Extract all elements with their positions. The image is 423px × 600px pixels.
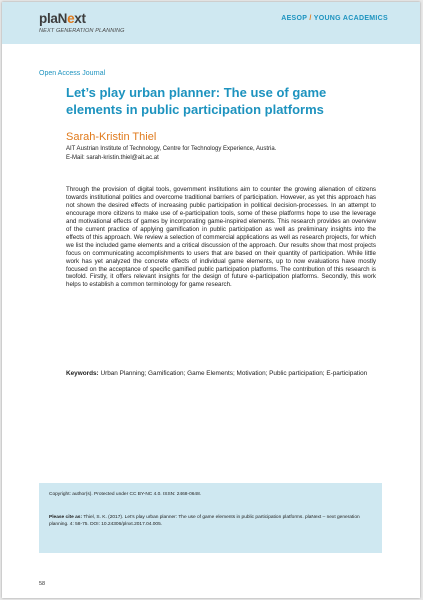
citation-box (39, 483, 382, 553)
citation-label: Please cite as: (49, 515, 83, 520)
author-affiliation: AIT Austrian Institute of Technology, Centre for Technology Experience, Austria. (66, 146, 277, 152)
author-email[interactable]: E-Mail: sarah-kristin.thiel@ait.ac.at (66, 155, 159, 161)
journal-logo (39, 11, 86, 26)
section-label (281, 15, 388, 22)
journal-type-label: Open Access Journal (39, 70, 106, 77)
section-label-end: YOUNG ACADEMICS (311, 15, 388, 22)
abstract: Through the provision of digital tools, government institutions aim to counter the growing alienation of citizens towards institutional politics and overcome traditional barriers of participation. However, as yet this approach has not shown the desired effects of increasing public participation in political decision-processes. In an attempt to encourage more citizens to make use of e-participation tools, some of these platforms hope to use the leverage and motivational effects of games by incorporating game-inspired elements. This research provides an overview of the current practice of applying gamification in public participation as well as preliminary insights into the effects of this approach. We review a selection of commercial applications as well as research projects, for which we list the included game elements and a critical discussion of the approach. Our results show that most projects focus on communicating accomplishments to users that are based on their quantity of participation. While little work has yet analyzed the concrete effects of individual game elements, up to now evaluations have mostly focused on the acceptance of specific gamified public participation platforms. The contribution of this research is twofold. Firstly, it offers relevant insights for the design of future e-participation platforms. Secondly, this work helps to establish a common terminology for game research. (66, 186, 376, 289)
keywords-list: Urban Planning; Gamification; Game Elements; Motivation; Public participation; E-participation (100, 370, 368, 377)
citation (49, 514, 369, 528)
logo-text-start: plaN (39, 11, 68, 26)
citation-text: Thiel, S. K. (2017). Let’s play urban planner: The use of game elements in public participation platforms. plaNext – next generation planning. 4: 58-75. DOI: 10.24306/plnxt.2017.04.005. (49, 515, 360, 528)
section-label-start: AESOP (281, 15, 310, 22)
journal-header (2, 2, 420, 44)
author-name: Sarah-Kristin Thiel (66, 131, 157, 143)
article-title: Let’s play urban planner: The use of game elements in public participation platforms (66, 85, 327, 117)
paper-page (2, 2, 420, 598)
page-number: 58 (39, 581, 46, 587)
keywords (66, 370, 376, 379)
logo-text-end: xt (74, 11, 86, 26)
journal-tagline: NEXT GENERATION PLANNING (39, 28, 125, 34)
logo-text-accent: e (67, 11, 75, 26)
section-label-slash: / (309, 15, 312, 22)
keywords-label: Keywords: (66, 370, 99, 377)
copyright-notice: Copyright: author(s). Protected under CC BY-NC 4.0. ISSN: 2468-0648. (49, 492, 202, 497)
